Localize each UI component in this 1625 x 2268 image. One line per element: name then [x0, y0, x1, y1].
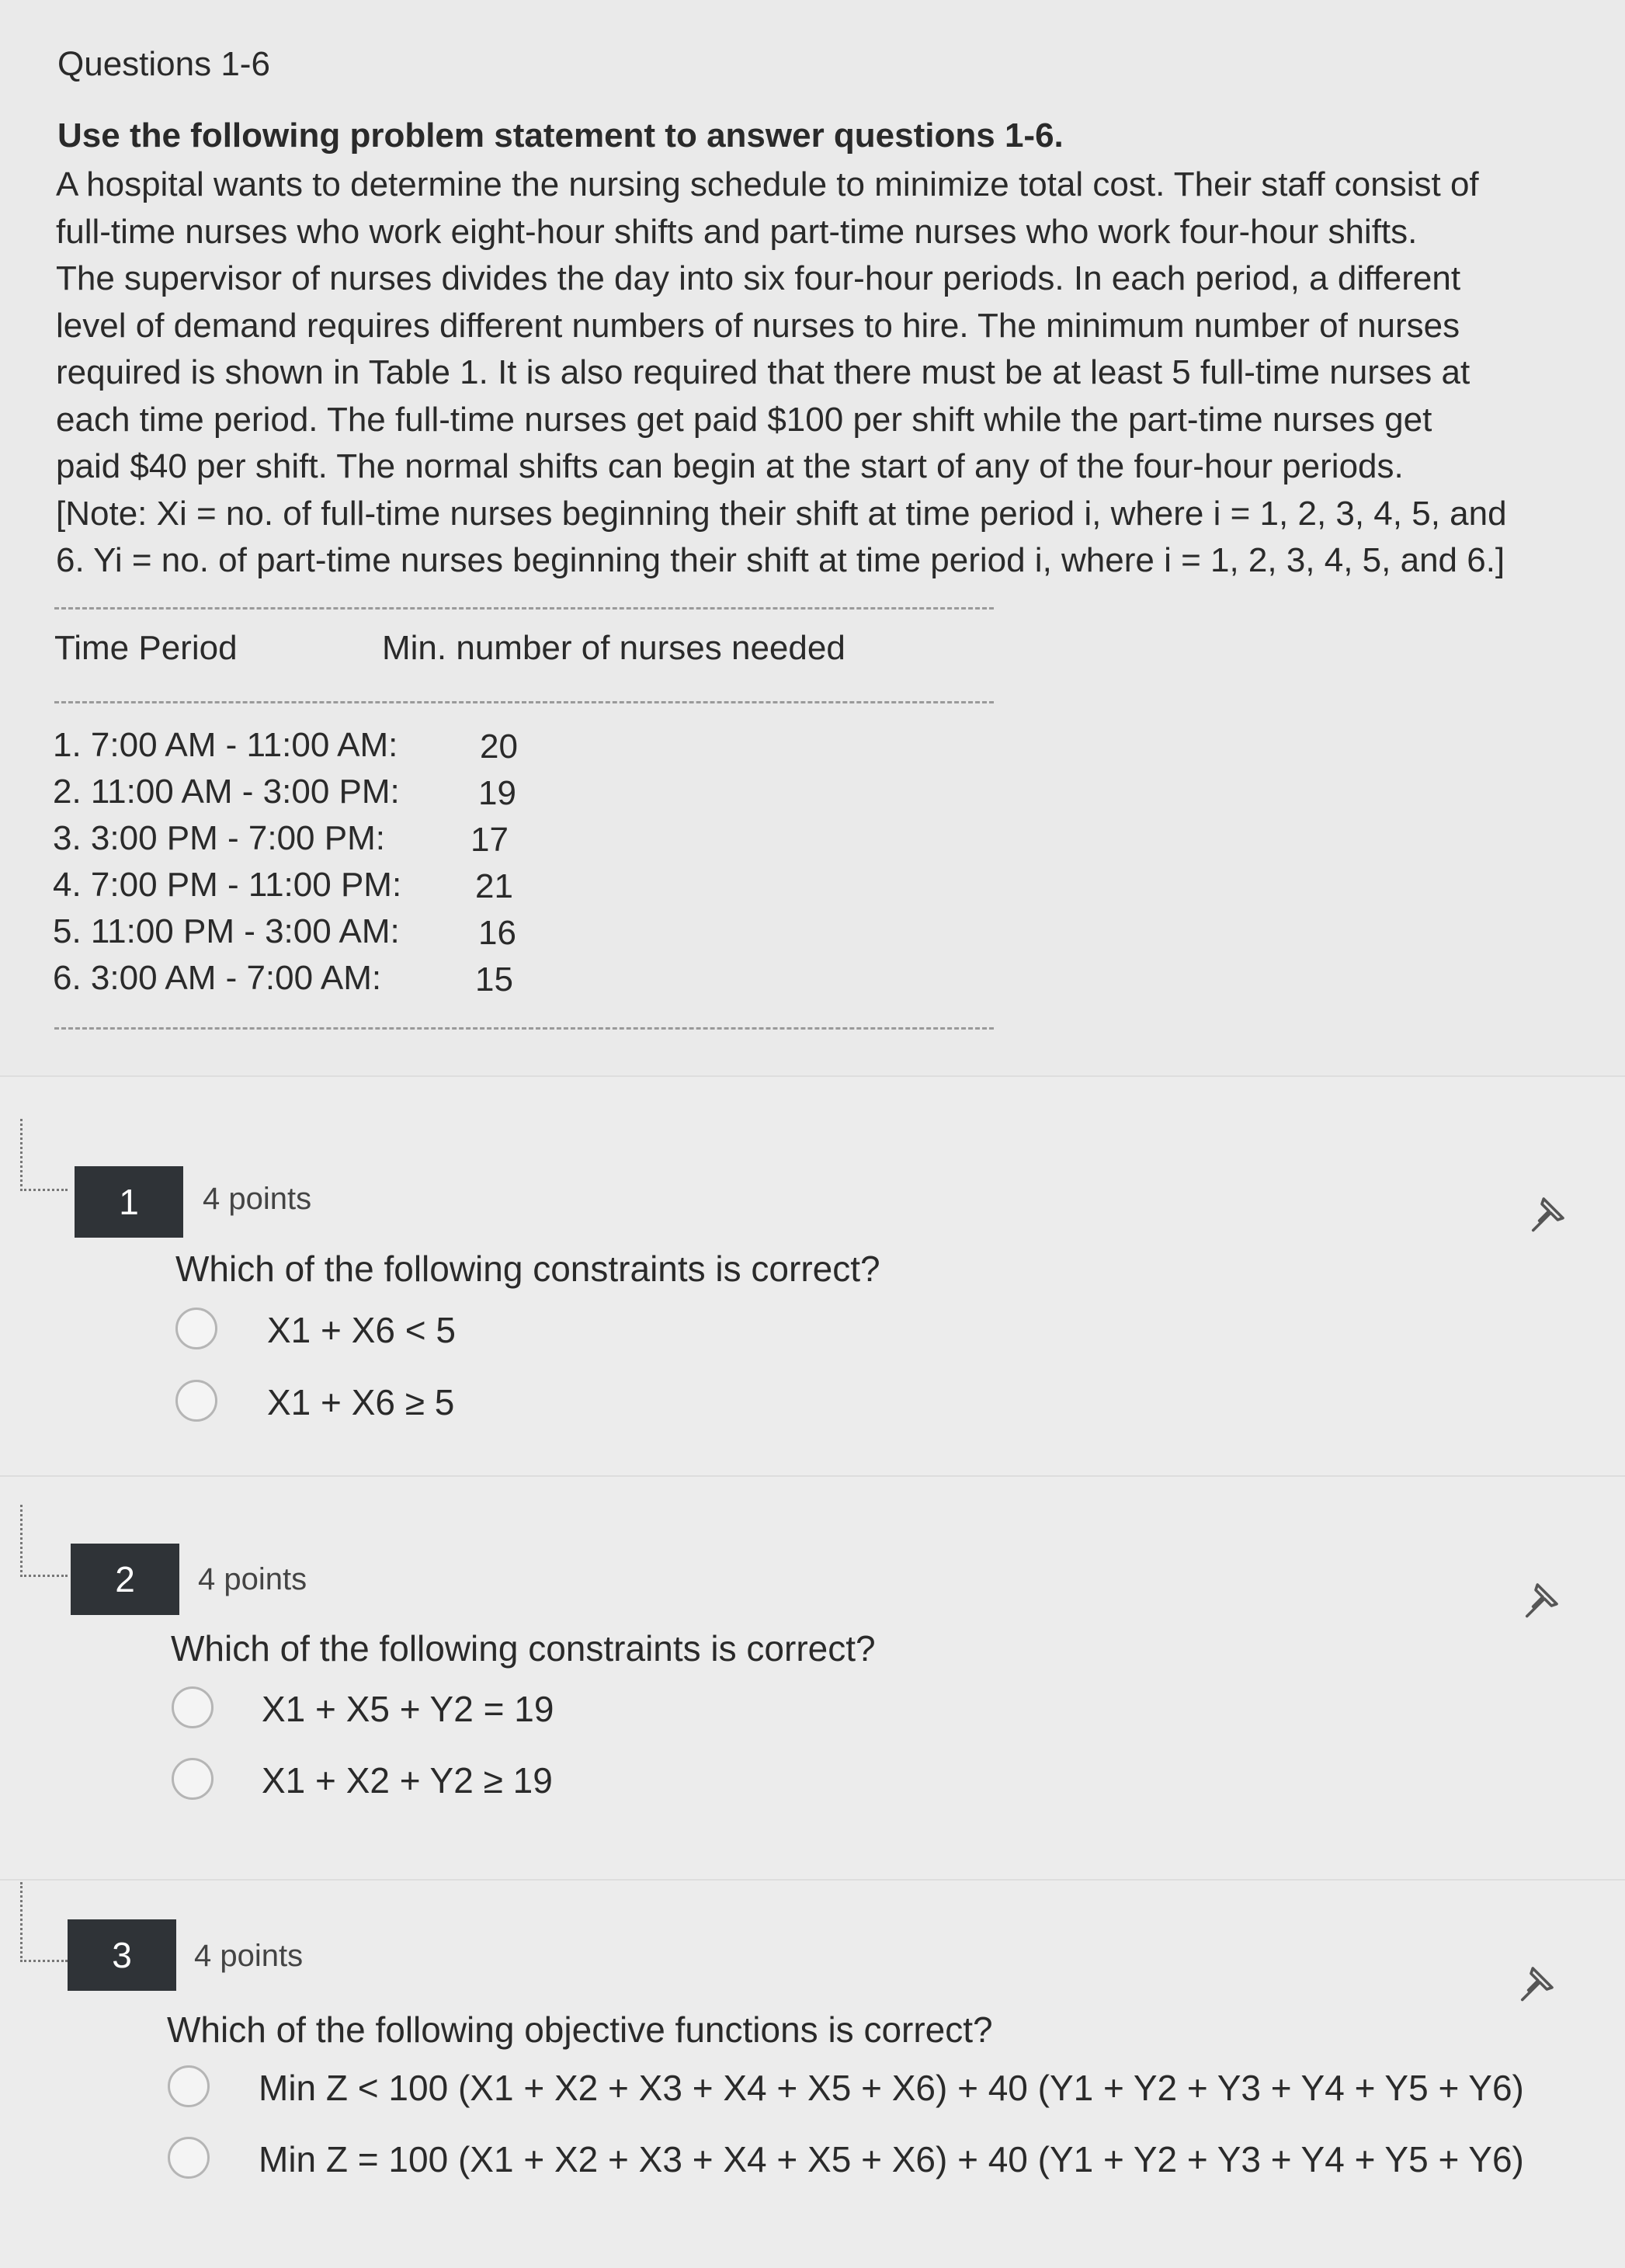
question-bracket [20, 1505, 68, 1577]
period-label: 6. 3:00 AM - 7:00 AM: [53, 959, 382, 997]
problem-line: 6. Yi = no. of part-time nurses beginning their shift at time period i, where i = 1, 2, 3, 4, 5, and 6.] [56, 541, 1505, 579]
table-header-period: Time Period [54, 629, 238, 667]
problem-statement-panel [0, 0, 1625, 1075]
problem-line: paid $40 per shift. The normal shifts can begin at the start of any of the four-hour periods. [56, 447, 1404, 485]
problem-line: full-time nurses who work eight-hour shifts and part-time nurses who work four-hour shifts. [56, 212, 1418, 251]
option-label: Min Z = 100 (X1 + X2 + X3 + X4 + X5 + X6) + 40 (Y1 + Y2 + Y3 + Y4 + Y5 + Y6) [259, 2139, 1524, 2179]
radio-icon[interactable] [172, 1686, 214, 1728]
radio-icon[interactable] [175, 1380, 217, 1422]
period-min-value: 16 [478, 914, 516, 952]
question-text: Which of the following constraints is correct? [175, 1249, 880, 1289]
period-label: 5. 11:00 PM - 3:00 AM: [53, 912, 400, 950]
option-label: Min Z < 100 (X1 + X2 + X3 + X4 + X5 + X6) + 40 (Y1 + Y2 + Y3 + Y4 + Y5 + Y6) [259, 2068, 1524, 2108]
table-row [53, 959, 596, 1005]
pin-icon[interactable] [1528, 1192, 1570, 1234]
table-top-divider [54, 607, 994, 610]
problem-line: level of demand requires different numbers of nurses to hire. The minimum number of nurses [56, 306, 1460, 345]
radio-icon[interactable] [172, 1758, 214, 1800]
period-label: 4. 7:00 PM - 11:00 PM: [53, 866, 402, 904]
question-text: Which of the following constraints is correct? [171, 1628, 876, 1669]
question-points: 4 points [194, 1939, 304, 1973]
option-label: X1 + X2 + Y2 ≥ 19 [262, 1760, 553, 1801]
radio-icon[interactable] [175, 1308, 217, 1349]
question-points: 4 points [198, 1562, 307, 1596]
question-number: 3 [68, 1919, 176, 1991]
question-number: 2 [71, 1544, 179, 1615]
option-label: X1 + X6 ≥ 5 [267, 1382, 455, 1422]
table-header-min: Min. number of nurses needed [382, 629, 845, 667]
problem-line: [Note: Xi = no. of full-time nurses beginning their shift at time period i, where i = 1, 2, 3, 4, 5, and [56, 494, 1507, 533]
pin-icon[interactable] [1522, 1578, 1564, 1620]
question-number: 1 [75, 1166, 183, 1238]
question-text: Which of the following objective functions is correct? [167, 2009, 993, 2050]
period-label: 1. 7:00 AM - 11:00 AM: [53, 726, 398, 764]
radio-icon[interactable] [168, 2137, 210, 2179]
period-min-value: 20 [480, 728, 518, 766]
period-min-value: 15 [475, 960, 513, 999]
table-row [53, 726, 596, 773]
radio-icon[interactable] [168, 2065, 210, 2107]
question-2 [0, 1475, 1625, 1881]
problem-statement [56, 162, 1597, 585]
period-label: 2. 11:00 AM - 3:00 PM: [53, 773, 400, 811]
problem-line: each time period. The full-time nurses get paid $100 per shift while the part-time nurses get [56, 400, 1432, 439]
table-row [53, 866, 596, 912]
question-bracket [20, 1882, 68, 1962]
table-header-divider [54, 701, 994, 703]
period-min-value: 21 [475, 867, 513, 905]
question-points: 4 points [203, 1182, 312, 1216]
table-row [53, 912, 596, 959]
question-1 [0, 1075, 1625, 1477]
problem-line: A hospital wants to determine the nursing schedule to minimize total cost. Their staff consist of [56, 165, 1479, 203]
table-bottom-divider [54, 1027, 994, 1030]
period-min-value: 17 [470, 821, 509, 859]
table-row [53, 773, 596, 819]
period-label: 3. 3:00 PM - 7:00 PM: [53, 819, 385, 857]
option-label: X1 + X6 < 5 [267, 1310, 456, 1350]
instructions: Use the following problem statement to answer questions 1-6. [57, 116, 1064, 155]
table-row [53, 819, 596, 866]
problem-line: The supervisor of nurses divides the day into six four-hour periods. In each period, a different [56, 259, 1461, 297]
section-title: Questions 1-6 [57, 45, 270, 83]
pin-icon[interactable] [1517, 1961, 1559, 2003]
question-bracket [20, 1119, 68, 1191]
question-3 [0, 1879, 1625, 2268]
option-label: X1 + X5 + Y2 = 19 [262, 1689, 554, 1729]
problem-line: required is shown in Table 1. It is also required that there must be at least 5 full-time nurses at [56, 353, 1470, 391]
period-min-value: 19 [478, 774, 516, 812]
